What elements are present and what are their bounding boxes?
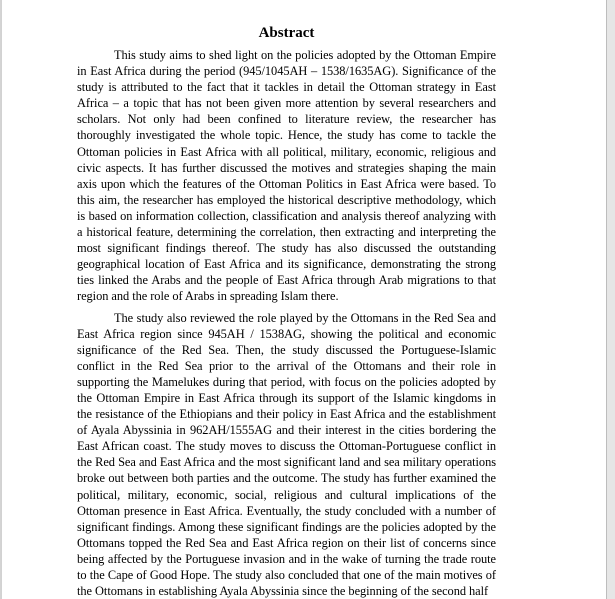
abstract-paragraph-2: The study also reviewed the role played by the Ottomans in the Red Sea and East Africa region since 945AH / 1538AG, showing the political and economic significance of the Red Sea. Then, the study discussed the Portuguese-Islamic conflict in the Red Sea prior to the arrival of the Ottomans and their role in supporting the Mamelukes during that period, with focus on the policies adopted by the Ottoman Empire in East Africa through its support of the Islamic kingdoms in the resistance of the Ethiopians and their policy in East Africa and the establishment of Ayala Abyssinia in 962AH/1555AG and their interest in the cities bordering the East African coast. The study moves to discuss the Ottoman-Portuguese conflict in the Red Sea and East Africa and the most significant land and sea military operations broke out between both parties and the outcome. The study has further examined the political, military, economic, social, religious and cultural implications of the Ottoman presence in East Africa. Eventually, the study concluded with a number of significant findings. Among these significant findings are the policies adopted by the Ottomans topped the Red Sea and East Africa region on their list of concerns since being affected by the Portuguese invasion and in the wake of turning the trade route to the Cape of Good Hope. The study also concluded that one of the main motives of the Ottomans in establishing Ayala Abyssinia since the beginning of the second half — [77, 310, 496, 599]
abstract-paragraph-1: This study aims to shed light on the policies adopted by the Ottoman Empire in East Africa during the period (945/1045AH – 1538/1635AG). Significance of the study is attributed to the fact that it tackles in detail the Ottoman strategy in East Africa – a topic that has not been given more attention by several researchers and scholars. Not only had been confined to literature review, the researcher has thoroughly investigated the whole topic. Hence, the study has come to tackle the Ottoman policies in East Africa with all political, military, economic, religious and civic aspects. It has further discussed the motives and strategies shaping the main axis upon which the features of the Ottoman Politics in East Africa were based. To this aim, the researcher has employed the historical descriptive methodology, which is based on information collection, classification and analysis thereof analyzing with a historical feature, determining the correlation, then extracting and interpreting the most significant findings thereof. The study has also discussed the outstanding geographical location of East Africa and its significance, demonstrating the strong ties linked the Arabs and the people of East Africa through Arab migrations to that region and the role of Arabs in spreading Islam there. — [77, 48, 496, 304]
abstract-heading: Abstract — [258, 25, 315, 41]
vertical-scrollbar[interactable] — [607, 0, 615, 599]
document-page — [2, 0, 607, 599]
page-content — [77, 24, 496, 599]
